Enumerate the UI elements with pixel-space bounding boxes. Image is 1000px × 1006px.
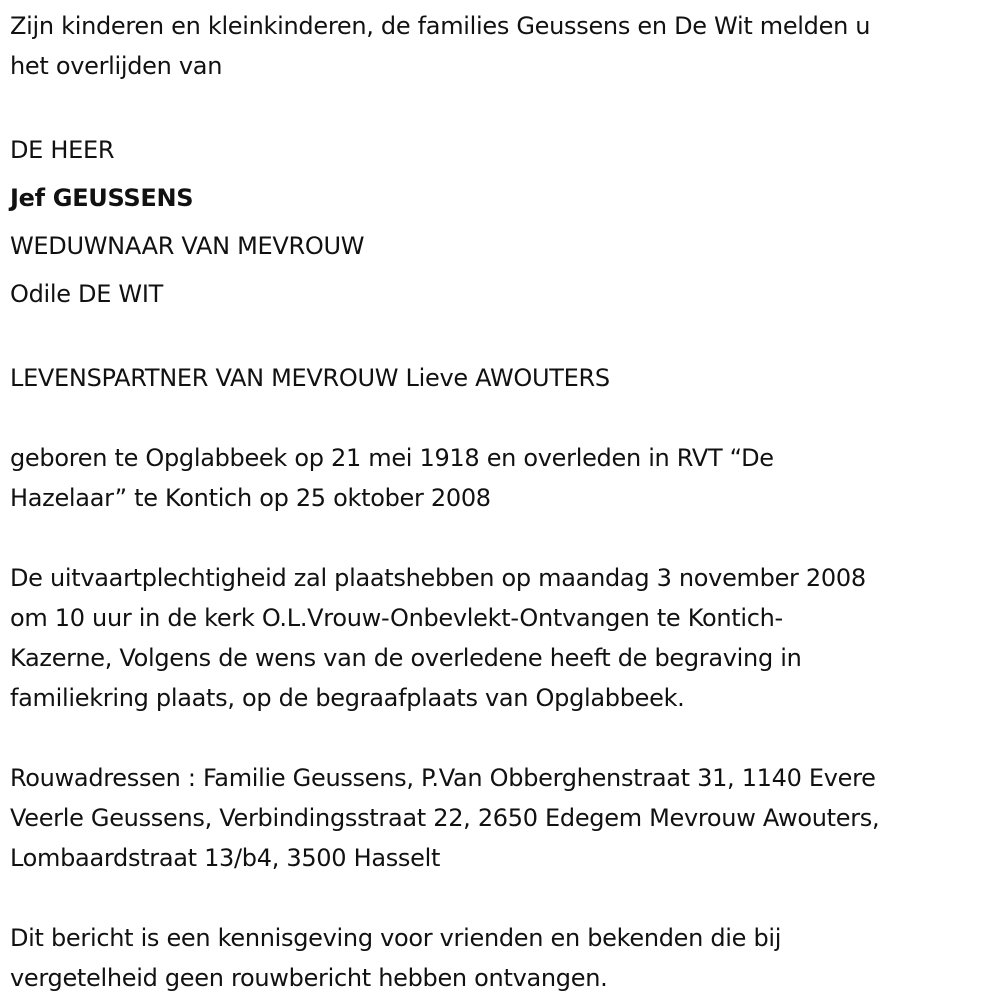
birth-death-paragraph (10, 438, 1000, 518)
title: DE HEER (10, 136, 115, 164)
text-line: Lombaardstraat 13/b4, 3500 Hasselt (10, 844, 441, 872)
spouse-name: Odile DE WIT (10, 280, 163, 308)
text-line: De uitvaartplechtigheid zal plaatshebben op maandag 3 november 2008 (10, 564, 866, 592)
text-line: Dit bericht is een kennisgeving voor vrienden en bekenden die bij (10, 924, 782, 952)
funeral-paragraph (10, 558, 1000, 718)
deceased-name: Jef GEUSSENS (10, 184, 194, 212)
intro-paragraph (10, 6, 1000, 86)
text-line: Rouwadressen : Familie Geussens, P.Van Obberghenstraat 31, 1140 Evere (10, 764, 876, 792)
text-line: het overlijden van (10, 52, 223, 80)
text-line: vergetelheid geen rouwbericht hebben ontvangen. (10, 964, 608, 992)
text-line: familiekring plaats, op de begraafplaats van Opglabbeek. (10, 684, 685, 712)
text-line: Kazerne, Volgens de wens van de overledene heeft de begraving in (10, 644, 802, 672)
partner-line: LEVENSPARTNER VAN MEVROUW Lieve AWOUTERS (10, 364, 610, 392)
text-line: geboren te Opglabbeek op 21 mei 1918 en overleden in RVT “De (10, 444, 774, 472)
deceased-heading (10, 126, 1000, 318)
widower-of: WEDUWNAAR VAN MEVROUW (10, 232, 365, 260)
text-line: om 10 uur in de kerk O.L.Vrouw-Onbevlekt-Ontvangen te Kontich- (10, 604, 783, 632)
notice-paragraph (10, 918, 1000, 998)
text-line: Zijn kinderen en kleinkinderen, de families Geussens en De Wit melden u (10, 12, 871, 40)
text-line: Hazelaar” te Kontich op 25 oktober 2008 (10, 484, 491, 512)
addresses-paragraph (10, 758, 1000, 878)
text-line: Veerle Geussens, Verbindingsstraat 22, 2650 Edegem Mevrouw Awouters, (10, 804, 880, 832)
